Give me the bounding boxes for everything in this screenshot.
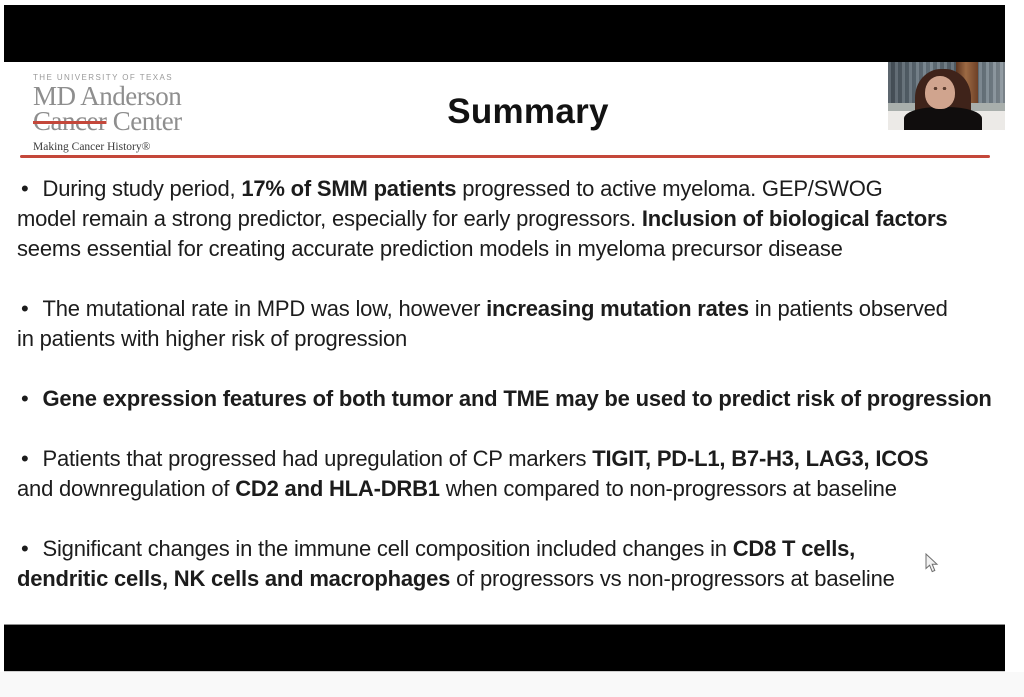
bottom-letterbox-bar [4, 624, 1005, 672]
bullet-item: • Significant changes in the immune cell composition included changes in CD8 T cells, dendritic cells, NK cells and macrophages of progressors vs non-progressors at baseline [17, 536, 895, 591]
bullet-marker: • [21, 536, 29, 561]
speaker-body [904, 107, 981, 130]
logo-center-text: Center [106, 106, 182, 136]
bottom-margin-strip [0, 672, 1024, 697]
bullet-item: • The mutational rate in MPD was low, however increasing mutation rates in patients observed in patients with higher risk of progression [17, 296, 948, 351]
logo-cancer-struck: Cancer [33, 106, 107, 136]
bullet-item: • During study period, 17% of SMM patients progressed to active myeloma. GEP/SWOG model remain a strong predictor, especially for early progressors. Inclusion of biological factors seems essential for creating accurate prediction models in myeloma precursor disease [17, 176, 948, 261]
cursor-icon [925, 553, 939, 573]
logo-university-text: THE UNIVERSITY OF TEXAS [33, 73, 173, 82]
speaker-video-thumbnail[interactable] [888, 62, 1005, 130]
logo-tagline: Making Cancer History® [33, 141, 151, 153]
top-letterbox-bar [4, 5, 1005, 62]
bullet-item: • Gene expression features of both tumor and TME may be used to predict risk of progression [17, 384, 1015, 414]
bullet-list [17, 174, 1015, 624]
bullet-marker: • [21, 386, 29, 411]
logo-name-line1: MD Anderson [33, 81, 182, 111]
bullet-marker: • [21, 176, 29, 201]
title-divider-line [20, 155, 990, 158]
bullet-marker: • [21, 446, 29, 471]
speaker-face [925, 76, 954, 109]
bullet-item: • Patients that progressed had upregulation of CP markers TIGIT, PD-L1, B7-H3, LAG3, ICOS and downregulation of CD2 and HLA-DRB1 when compared to non-progressors at baseline [17, 446, 929, 501]
slide-title: Summary [447, 92, 609, 131]
bullet-marker: • [21, 296, 29, 321]
